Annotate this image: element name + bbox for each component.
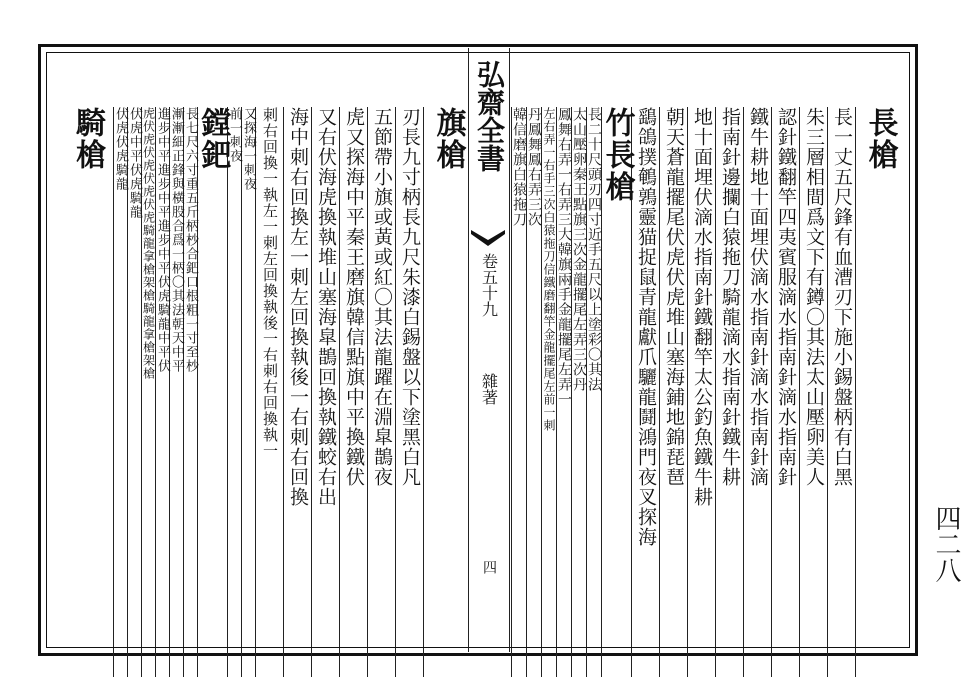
column-text: 五節帶小旗或黃或紅〇其法龍躍在淵皐鵲夜 xyxy=(371,107,393,487)
text-column xyxy=(541,107,556,677)
column-text: 朱三層相間爲文下有鐏〇其法太山壓卵美人 xyxy=(803,107,825,487)
text-column xyxy=(339,107,367,677)
column-text: 進步中平進步中平進步中平伏虎騎龍中平伏 xyxy=(155,107,170,373)
column-text: 伏虎伏虎騎龍 xyxy=(113,107,128,191)
center-gutter xyxy=(468,48,510,652)
text-column xyxy=(395,107,423,677)
page-number: 四二八 xyxy=(931,505,961,583)
text-column xyxy=(631,107,659,677)
column-text: 朝天蒼龍擺尾伏虎伏虎堆山塞海鋪地錦琵琶 xyxy=(663,107,685,487)
category-label: 雜著 xyxy=(479,373,499,405)
column-text: 又探海一刺夜 xyxy=(241,107,256,191)
column-text: 左右弄一右手三次白猿拖刀信鐵磨翻竿金龍擺尾左前一刺 xyxy=(542,107,556,432)
column-text: 鐵牛耕地十面埋伏滴水指南針滴水指南針滴 xyxy=(747,107,769,487)
text-column xyxy=(799,107,827,677)
text-column xyxy=(827,107,855,677)
column-text: 虎又探海中平秦王磨旗韓信點旗中平換鐵伏 xyxy=(343,107,365,487)
text-column xyxy=(255,107,283,677)
text-column xyxy=(715,107,743,677)
text-column xyxy=(586,107,601,677)
column-text: 長二十尺頭刃四寸近手五尺以上塗彩〇其法 xyxy=(586,107,602,392)
fish-tail-mark-icon xyxy=(471,230,505,246)
column-text: 海中刺右回換左一刺左回換執後一右刺右回換 xyxy=(287,107,309,507)
text-column xyxy=(687,107,715,677)
text-column xyxy=(311,107,339,677)
column-text: 長一丈五尺鋒有血漕刃下施小錫盤柄有白黑 xyxy=(831,107,853,487)
text-column xyxy=(155,107,169,677)
column-text: 又右伏海虎換執堆山塞海皐鵲回換執鐵蛟右出 xyxy=(315,107,337,507)
text-column xyxy=(113,107,127,677)
text-column xyxy=(227,107,241,677)
text-column xyxy=(556,107,571,677)
column-text: 韓信磨旗白猿拖刀 xyxy=(511,107,527,227)
column-text: 認針鐵翻竿四夷賓服滴水指南針滴水指南針 xyxy=(775,107,797,487)
heading-text: 騎槍 xyxy=(70,107,105,171)
column-text: 虎伏虎伏虎伏虎伏虎騎龍拿槍架槍騎龍拿槍架槍 xyxy=(141,107,156,380)
text-column xyxy=(659,107,687,677)
heading-trident xyxy=(195,107,231,677)
volume-label: 卷五十九 xyxy=(479,253,499,317)
text-column xyxy=(511,107,526,677)
column-text: 刃長九寸柄長九尺朱漆白錫盤以下塗黑白凡 xyxy=(399,107,421,487)
text-column xyxy=(283,107,311,677)
heading-bamboo-spear xyxy=(599,107,635,677)
text-column xyxy=(127,107,141,677)
column-text: 鳳舞右弄一右弄三大韓旗兩手金龍擺尾左弄一 xyxy=(556,107,572,407)
text-column xyxy=(526,107,541,677)
text-column xyxy=(241,107,255,677)
text-column xyxy=(141,107,155,677)
column-text: 長七尺六寸重五斤柄杪合鈀口根粗一寸至杪 xyxy=(183,107,198,373)
column-text: 丹鳳舞鳳右弄三次 xyxy=(526,107,542,227)
leaf-number: 四 xyxy=(481,560,497,574)
column-text: 地十面埋伏滴水指南針鐵翻竿太公釣魚鐵牛耕 xyxy=(691,107,713,507)
heading-text: 鏜鈀 xyxy=(195,107,231,171)
text-column xyxy=(183,107,197,677)
column-text: 刺右回換一執左一刺左回換執後一右刺右回換執一 xyxy=(261,107,279,459)
column-text: 鷂鴿撲鵪鶉靈猫捉鼠青龍獻爪驪龍鬪鴻門夜叉探海 xyxy=(635,107,657,547)
text-column xyxy=(743,107,771,677)
column-text: 前一刺夜 xyxy=(227,107,242,163)
column-text: 太山壓卵秦王點旗三次金龍擺尾左弄三次丹 xyxy=(571,107,587,392)
book-title: 弘齋全書 xyxy=(473,60,506,172)
text-column xyxy=(771,107,799,677)
heading-text: 旗槍 xyxy=(430,107,466,171)
text-column xyxy=(571,107,586,677)
column-text: 伏虎中平伏虎騎龍 xyxy=(127,107,142,219)
heading-cavalry-spear xyxy=(61,107,113,677)
text-column xyxy=(169,107,183,677)
column-text: 漸漸細正鋒與橫股合爲一柄〇其法朝天中平 xyxy=(169,107,184,373)
heading-text: 長槍 xyxy=(862,107,898,171)
text-column xyxy=(367,107,395,677)
heading-long-spear xyxy=(855,107,903,677)
heading-text: 竹長槍 xyxy=(599,107,635,203)
column-text: 指南針邊攔白猿拖刀騎龍滴水指南針鐵牛耕 xyxy=(719,107,741,487)
heading-flag-spear xyxy=(423,107,471,677)
